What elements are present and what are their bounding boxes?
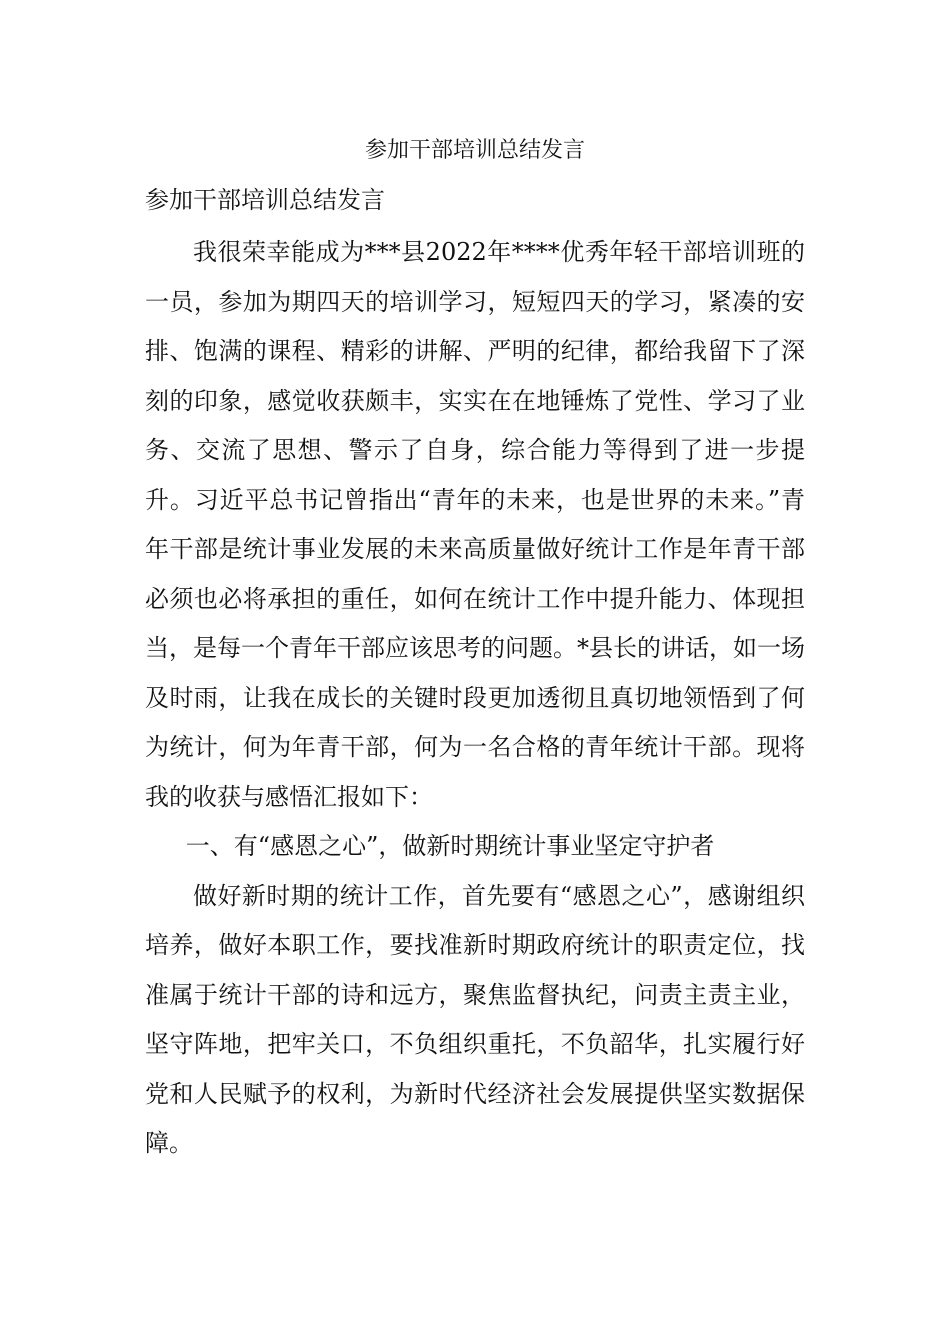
paragraph-section-one: 做好新时期的统计工作，首先要有“感恩之心”，感谢组织培养，做好本职工作，要找准新时期政府统计的职责定位，找准属于统计干部的诗和远方，聚焦监督执纪，问责主责主业，坚守阵地，把牢关口，不负组织重托，不负韶华，扎实履行好党和人民赋予的权利，为新时代经济社会发展提供坚实数据保障。 <box>145 881 805 1157</box>
document-title: 参加干部培训总结发言 <box>364 138 585 163</box>
document-body <box>145 228 805 1169</box>
document-subtitle: 参加干部培训总结发言 <box>145 186 385 214</box>
section-heading: 一、有“感恩之心”，做新时期统计事业坚定守护者 <box>185 832 715 860</box>
paragraph-intro: 我很荣幸能成为***县2022年****优秀年轻干部培训班的一员，参加为期四天的培训学习，短短四天的学习，紧凑的安排、饱满的课程、精彩的讲解、严明的纪律，都给我留下了深刻的印象，感觉收获颇丰，实实在在地锤炼了党性、学习了业务、交流了思想、警示了自身，综合能力等得到了进一步提升。习近平总书记曾指出“青年的未来，也是世界的未来。”青年干部是统计事业发展的未来高质量做好统计工作是年青干部必须也必将承担的重任，如何在统计工作中提升能力、体现担当，是每一个青年干部应该思考的问题。*县长的讲话，如一场及时雨，让我在成长的关键时段更加透彻且真切地领悟到了何为统计，何为年青干部，何为一名合格的青年统计干部。现将我的收获与感悟汇报如下： <box>145 238 805 811</box>
